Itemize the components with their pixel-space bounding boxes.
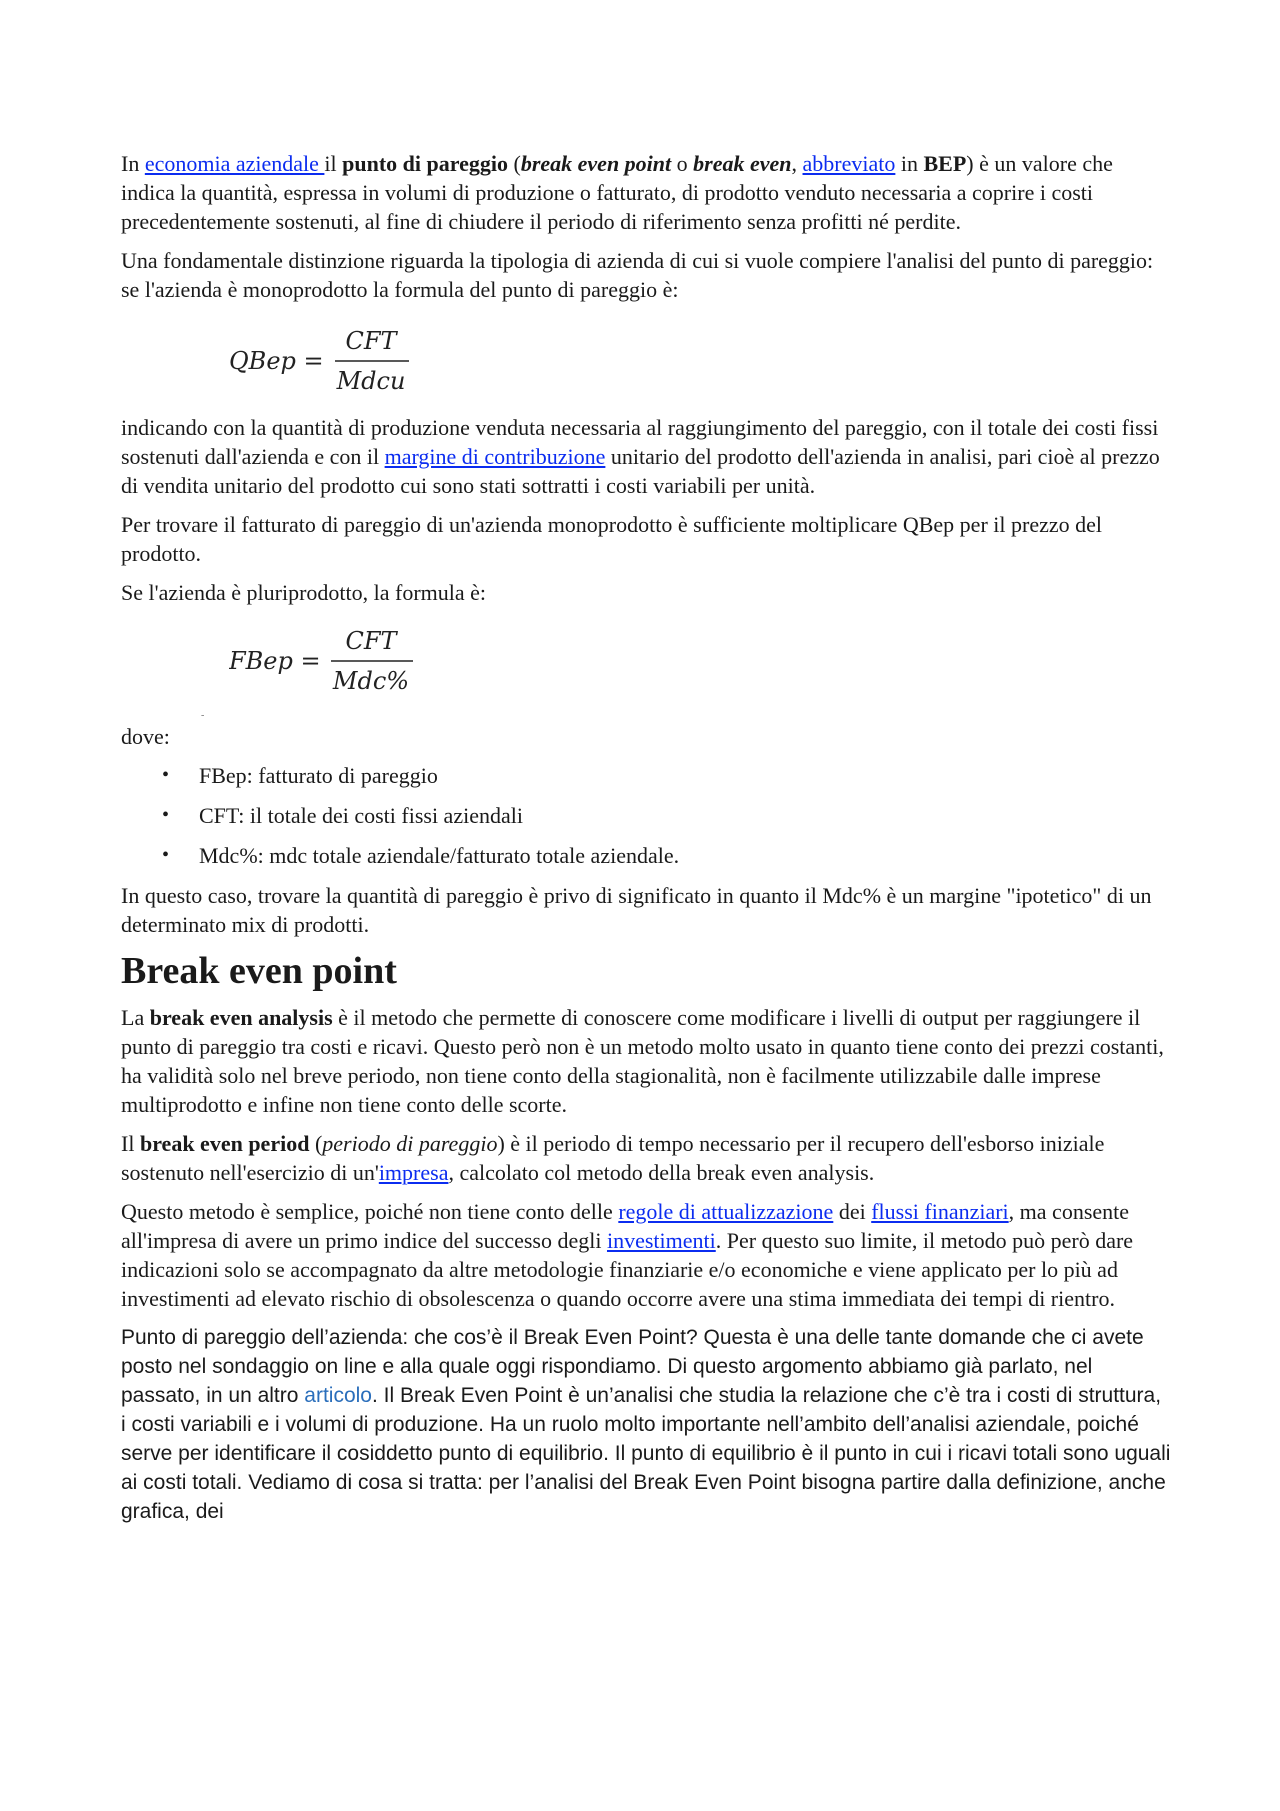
dove-paragraph: dove: bbox=[121, 724, 170, 749]
formula-qbep-graphic bbox=[229, 320, 429, 400]
section-heading: Break even point bbox=[121, 950, 397, 992]
link-abbreviato[interactable]: abbreviato bbox=[802, 151, 896, 176]
link-articolo[interactable]: articolo bbox=[304, 1384, 372, 1407]
period-paragraph: Il break even period (periodo di pareggio) è il periodo di tempo necessario per il recupero dell'esborso iniziale sostenuto nell'esercizio di un'impresa, calcolato col metodo della break even analysis. bbox=[121, 1131, 1105, 1185]
bullet-icon: • bbox=[162, 804, 170, 826]
formula-qbep-numerator: CFT bbox=[345, 327, 397, 355]
link-flussi-finanziari[interactable]: flussi finanziari bbox=[871, 1199, 1009, 1224]
bullet-icon: • bbox=[162, 844, 170, 866]
document-body bbox=[121, 149, 1171, 1536]
bullet-icon: • bbox=[162, 764, 170, 786]
caso-paragraph: In questo caso, trovare la quantità di pareggio è privo di significato in quanto il Mdc% è un margine "ipotetico" di un determinato mix di prodotti. bbox=[121, 883, 1152, 937]
link-impresa[interactable]: impresa bbox=[378, 1160, 449, 1185]
metodo-paragraph: Questo metodo è semplice, poiché non tiene conto delle regole di attualizzazione dei flussi finanziari, ma consente all'impresa di avere un primo indice del successo degli investimenti. Per questo suo limite, il metodo può però dare indicazioni solo se accompagnato da altre metodologie finanziarie e/o economiche e viene applicato per lo più ad investimenti ad elevato rischio di obsolescenza o quando occorre avere una stima immediata dei tempi di rientro. bbox=[121, 1199, 1134, 1311]
formula-fbep-graphic bbox=[229, 623, 429, 703]
article-paragraph: Punto di pareggio dell’azienda: che cos’è il Break Even Point? Questa è una delle tante domande che ci avete posto nel sondaggio on line e alla quale oggi rispondiamo. Di questo argomento abbiamo già parlato, nel passato, in un altro articolo. Il Break Even Point è un’analisi che studia la relazione che c’è tra i costi di struttura, i costi variabili e i volumi di produzione. Ha un ruolo molto importante nell’ambito dell’analisi aziendale, poiché serve per identificare il cosiddetto punto di equilibrio. Il punto di equilibrio è il punto in cui i ricavi totali sono uguali ai costi totali. Vediamo di cosa si tratta: per l’analisi del Break Even Point bisogna partire dalla definizione, anche grafica, dei bbox=[121, 1326, 1171, 1523]
formula-qbep-denominator: Mdcu bbox=[336, 367, 406, 395]
list-item: • FBep: fatturato di pareggio bbox=[162, 763, 438, 788]
intro-paragraph: In economia aziendale il punto di pareggio (break even point o break even, abbreviato in BEP) è un valore che indica la quantità, espressa in volumi di produzione o fatturato, di prodotto venduto necessaria a coprire i costi precedentemente sostenuti, al fine di chiudere il periodo di riferimento senza profitti né perdite. bbox=[121, 151, 1113, 234]
formula-fbep-numerator: CFT bbox=[345, 627, 397, 655]
formula-qbep-lhs: QBep = bbox=[229, 347, 324, 375]
formula-qbep bbox=[121, 314, 1171, 409]
formula-stray-mark: - bbox=[201, 710, 205, 721]
list-item: • CFT: il totale dei costi fissi aziendali bbox=[162, 803, 523, 828]
distinction-paragraph: Una fondamentale distinzione riguarda la tipologia di azienda di cui si vuole compiere l'analisi del punto di pareggio: se l'azienda è monoprodotto la formula del punto di pareggio è: bbox=[121, 248, 1154, 302]
indicando-paragraph: indicando con la quantità di produzione venduta necessaria al raggiungimento del pareggio, con il totale dei costi fissi sostenuti dall'azienda e con il margine di contribuzione unitario del prodotto dell'azienda in analisi, pari cioè al prezzo di vendita unitario del prodotto cui sono stati sottratti i costi variabili per unità. bbox=[121, 415, 1160, 498]
formula-fbep-denominator: Mdc% bbox=[332, 667, 410, 695]
link-investimenti[interactable]: investimenti bbox=[606, 1228, 716, 1253]
fatturato-paragraph: Per trovare il fatturato di pareggio di un'azienda monoprodotto è sufficiente moltiplicare QBep per il prezzo del prodotto. bbox=[121, 512, 1102, 566]
link-regole-di-attualizzazione[interactable]: regole di attualizzazione bbox=[618, 1199, 834, 1224]
definitions-list bbox=[121, 761, 1171, 870]
link-margine-di-contribuzione[interactable]: margine di contribuzione bbox=[384, 444, 606, 469]
formula-fbep-lhs: FBep = bbox=[229, 647, 321, 675]
list-item: • Mdc%: mdc totale aziendale/fatturato totale aziendale. bbox=[162, 843, 680, 868]
analysis-paragraph: La break even analysis è il metodo che permette di conoscere come modificare i livelli di output per raggiungere il punto di pareggio tra costi e ricavi. Questo però non è un metodo molto usato in quanto tiene conto dei prezzi costanti, ha validità solo nel breve periodo, non tiene conto della stagionalità, non è facilmente utilizzabile dalle imprese multiprodotto e infine non tiene conto delle scorte. bbox=[121, 1005, 1164, 1117]
pluriprodotto-paragraph: Se l'azienda è pluriprodotto, la formula è: bbox=[121, 580, 487, 605]
formula-fbep bbox=[121, 617, 1171, 712]
link-economia-aziendale[interactable]: economia aziendale bbox=[144, 151, 325, 176]
